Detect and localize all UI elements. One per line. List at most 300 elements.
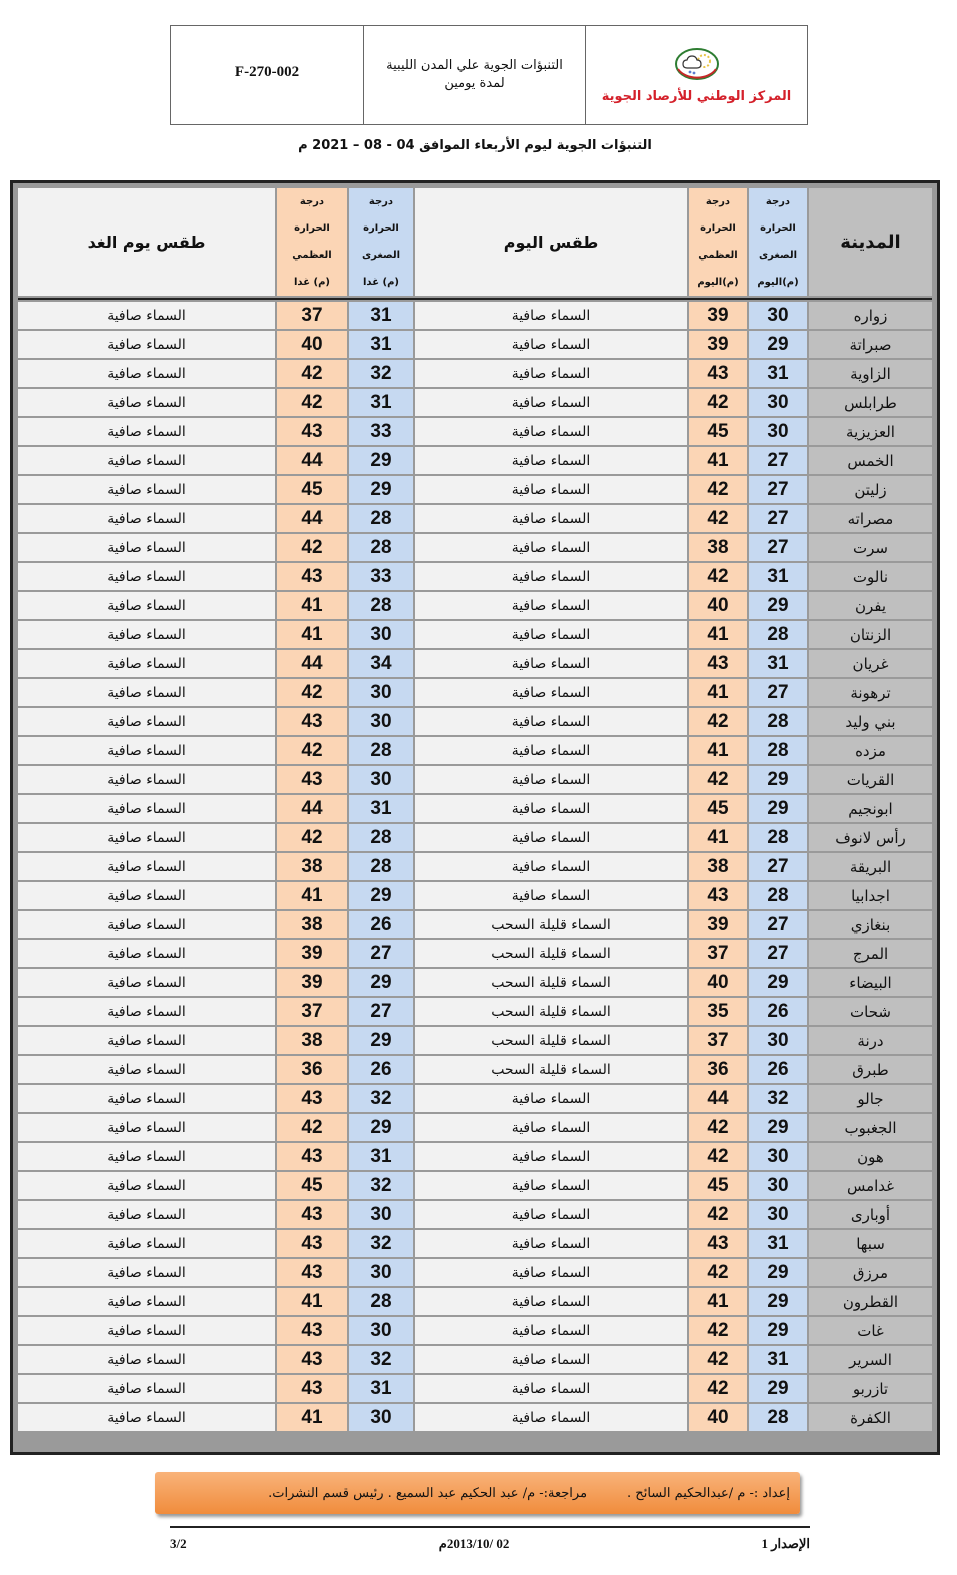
cell-max-tom: 39 xyxy=(277,940,347,967)
cell-max-tom: 36 xyxy=(277,1056,347,1083)
table-row xyxy=(18,969,932,996)
col-weather-tomorrow: طقس يوم الغد xyxy=(18,188,275,296)
prepared-by: إعداد :- م /عبدالحكيم السائح . xyxy=(627,1485,790,1501)
cell-city: بني وليد xyxy=(809,708,932,735)
cell-wx-today: السماء صافية xyxy=(415,1230,687,1257)
cell-max-tom: 41 xyxy=(277,882,347,909)
cell-wx-tom: السماء صافية xyxy=(18,969,275,996)
cell-max-tom: 41 xyxy=(277,1404,347,1431)
cell-wx-tom: السماء صافية xyxy=(18,1346,275,1373)
cell-min-tom: 32 xyxy=(349,1172,413,1199)
title-line-1: التنبؤات الجوية علي المدن الليبية xyxy=(386,58,563,73)
cell-wx-tom: السماء صافية xyxy=(18,331,275,358)
header-divider xyxy=(18,298,932,300)
col-min-tomorrow: درجة الحرارة الصغرى (م) غدا xyxy=(349,188,413,296)
cell-max-today: 41 xyxy=(689,447,747,474)
cell-wx-tom: السماء صافية xyxy=(18,447,275,474)
table-row xyxy=(18,1346,932,1373)
col-max-tomorrow: درجة الحرارة العظمي (م) غدا xyxy=(277,188,347,296)
cell-wx-today: السماء صافية xyxy=(415,302,687,329)
cell-max-today: 42 xyxy=(689,1375,747,1402)
cell-wx-today: السماء قليلة السحب xyxy=(415,1027,687,1054)
cell-city: البريقة xyxy=(809,853,932,880)
cell-wx-today: السماء صافية xyxy=(415,1114,687,1141)
cell-min-today: 27 xyxy=(749,853,807,880)
cell-city: صبراتة xyxy=(809,331,932,358)
cell-wx-today: السماء صافية xyxy=(415,592,687,619)
cell-min-today: 29 xyxy=(749,1317,807,1344)
cell-min-tom: 28 xyxy=(349,737,413,764)
cell-wx-tom: السماء صافية xyxy=(18,911,275,938)
cell-wx-tom: السماء صافية xyxy=(18,1375,275,1402)
cell-wx-tom: السماء صافية xyxy=(18,1114,275,1141)
cell-city: الجغبوب xyxy=(809,1114,932,1141)
cell-wx-tom: السماء صافية xyxy=(18,1230,275,1257)
cell-wx-today: السماء صافية xyxy=(415,563,687,590)
credits-bar xyxy=(155,1472,800,1514)
cell-max-today: 42 xyxy=(689,505,747,532)
cell-max-today: 38 xyxy=(689,853,747,880)
org-cell xyxy=(585,26,807,124)
table-row xyxy=(18,650,932,677)
cell-city: ترهونة xyxy=(809,679,932,706)
cell-min-tom: 29 xyxy=(349,882,413,909)
cell-wx-today: السماء صافية xyxy=(415,737,687,764)
cell-max-tom: 43 xyxy=(277,1201,347,1228)
cell-max-today: 41 xyxy=(689,621,747,648)
forecast-table-frame xyxy=(10,180,940,1455)
cell-max-today: 45 xyxy=(689,1172,747,1199)
table-row xyxy=(18,882,932,909)
cell-wx-today: السماء صافية xyxy=(415,360,687,387)
cell-wx-tom: السماء صافية xyxy=(18,708,275,735)
cell-max-tom: 38 xyxy=(277,853,347,880)
page-number: 3/2 xyxy=(170,1536,187,1551)
cell-wx-tom: السماء صافية xyxy=(18,679,275,706)
cell-max-tom: 43 xyxy=(277,1317,347,1344)
footer-meta xyxy=(170,1536,810,1552)
cell-city: البيضاء xyxy=(809,969,932,996)
table-row xyxy=(18,911,932,938)
cell-min-today: 26 xyxy=(749,998,807,1025)
cell-max-tom: 42 xyxy=(277,389,347,416)
cell-wx-tom: السماء صافية xyxy=(18,1404,275,1431)
cell-wx-today: السماء صافية xyxy=(415,447,687,474)
table-row xyxy=(18,1375,932,1402)
cell-min-tom: 28 xyxy=(349,534,413,561)
cell-min-tom: 29 xyxy=(349,1114,413,1141)
cell-min-tom: 32 xyxy=(349,1230,413,1257)
cell-city: اجدابيا xyxy=(809,882,932,909)
cell-city: ابونجيم xyxy=(809,795,932,822)
cell-wx-today: السماء صافية xyxy=(415,621,687,648)
cell-max-today: 42 xyxy=(689,476,747,503)
cell-max-tom: 39 xyxy=(277,969,347,996)
cell-city: مصراته xyxy=(809,505,932,532)
cell-max-tom: 41 xyxy=(277,621,347,648)
cell-city: غريان xyxy=(809,650,932,677)
cell-max-tom: 37 xyxy=(277,998,347,1025)
cell-city: درنة xyxy=(809,1027,932,1054)
cell-min-today: 28 xyxy=(749,1404,807,1431)
cell-max-tom: 43 xyxy=(277,1143,347,1170)
cell-wx-today: السماء صافية xyxy=(415,1375,687,1402)
cell-max-today: 38 xyxy=(689,534,747,561)
table-row xyxy=(18,389,932,416)
cell-wx-today: السماء قليلة السحب xyxy=(415,1056,687,1083)
cell-wx-today: السماء صافية xyxy=(415,882,687,909)
header-row xyxy=(18,188,932,296)
cell-city: الخمس xyxy=(809,447,932,474)
table-row xyxy=(18,1027,932,1054)
cell-max-today: 42 xyxy=(689,1114,747,1141)
cell-max-tom: 37 xyxy=(277,302,347,329)
cell-min-tom: 32 xyxy=(349,1085,413,1112)
cell-max-tom: 44 xyxy=(277,795,347,822)
cell-wx-today: السماء صافية xyxy=(415,534,687,561)
cell-min-tom: 30 xyxy=(349,708,413,735)
cell-min-today: 29 xyxy=(749,969,807,996)
cell-min-today: 30 xyxy=(749,1143,807,1170)
cell-min-today: 27 xyxy=(749,447,807,474)
cell-max-today: 37 xyxy=(689,940,747,967)
cell-wx-tom: السماء صافية xyxy=(18,505,275,532)
cell-min-tom: 29 xyxy=(349,969,413,996)
cell-max-tom: 43 xyxy=(277,766,347,793)
cell-wx-tom: السماء صافية xyxy=(18,998,275,1025)
cell-min-tom: 28 xyxy=(349,1288,413,1315)
cell-wx-tom: السماء صافية xyxy=(18,1201,275,1228)
table-row xyxy=(18,534,932,561)
table-row xyxy=(18,1259,932,1286)
cell-max-today: 42 xyxy=(689,1143,747,1170)
cell-max-tom: 43 xyxy=(277,708,347,735)
cell-wx-today: السماء صافية xyxy=(415,679,687,706)
title-line-2: لمدة يومين xyxy=(444,76,505,91)
cell-city: طرابلس xyxy=(809,389,932,416)
cell-wx-today: السماء صافية xyxy=(415,1317,687,1344)
cell-city: طبرق xyxy=(809,1056,932,1083)
cell-min-today: 31 xyxy=(749,360,807,387)
table-row xyxy=(18,679,932,706)
cell-max-tom: 43 xyxy=(277,1230,347,1257)
cell-wx-tom: السماء صافية xyxy=(18,302,275,329)
cell-min-tom: 29 xyxy=(349,447,413,474)
cell-min-tom: 32 xyxy=(349,360,413,387)
cell-max-today: 43 xyxy=(689,882,747,909)
cell-min-today: 31 xyxy=(749,1346,807,1373)
cell-max-today: 39 xyxy=(689,911,747,938)
cell-wx-today: السماء صافية xyxy=(415,1288,687,1315)
org-name: المركز الوطني للأرصاد الجوية xyxy=(601,88,792,104)
cell-city: سبها xyxy=(809,1230,932,1257)
forecast-table xyxy=(16,186,934,1433)
cell-wx-today: السماء قليلة السحب xyxy=(415,998,687,1025)
cell-min-today: 29 xyxy=(749,1114,807,1141)
cell-min-tom: 31 xyxy=(349,302,413,329)
table-row xyxy=(18,1172,932,1199)
cell-max-tom: 42 xyxy=(277,360,347,387)
cell-wx-tom: السماء صافية xyxy=(18,853,275,880)
cell-city: غات xyxy=(809,1317,932,1344)
cell-wx-today: السماء صافية xyxy=(415,505,687,532)
col-min-today: درجة الحرارة الصغرى (م)اليوم xyxy=(749,188,807,296)
cell-min-tom: 27 xyxy=(349,998,413,1025)
form-code: F-270-002 xyxy=(234,64,300,80)
cell-wx-today: السماء صافية xyxy=(415,1346,687,1373)
cell-wx-today: السماء صافية xyxy=(415,418,687,445)
cell-min-tom: 30 xyxy=(349,1201,413,1228)
cell-max-tom: 45 xyxy=(277,1172,347,1199)
cell-max-today: 42 xyxy=(689,1317,747,1344)
table-row xyxy=(18,766,932,793)
cell-max-tom: 44 xyxy=(277,650,347,677)
cell-min-today: 29 xyxy=(749,592,807,619)
version: الإصدار 1 xyxy=(761,1536,810,1551)
cell-max-today: 39 xyxy=(689,302,747,329)
cell-max-today: 43 xyxy=(689,1230,747,1257)
cell-min-today: 28 xyxy=(749,882,807,909)
cell-max-today: 45 xyxy=(689,418,747,445)
cell-min-tom: 29 xyxy=(349,476,413,503)
cell-max-tom: 44 xyxy=(277,447,347,474)
cell-min-today: 30 xyxy=(749,1027,807,1054)
cell-wx-tom: السماء صافية xyxy=(18,476,275,503)
cell-wx-tom: السماء صافية xyxy=(18,1027,275,1054)
cell-wx-tom: السماء صافية xyxy=(18,592,275,619)
table-row xyxy=(18,1404,932,1431)
cell-max-tom: 42 xyxy=(277,737,347,764)
cell-min-today: 29 xyxy=(749,1259,807,1286)
cell-max-today: 40 xyxy=(689,969,747,996)
forecast-date-title: التنبؤات الجوية ليوم الأربعاء الموافق 04 - 08 – 2021 م xyxy=(298,138,652,153)
cell-wx-today: السماء صافية xyxy=(415,1404,687,1431)
col-city: المدينة xyxy=(809,188,932,296)
table-row xyxy=(18,1114,932,1141)
cell-max-tom: 43 xyxy=(277,418,347,445)
cell-wx-tom: السماء صافية xyxy=(18,882,275,909)
cell-wx-today: السماء صافية xyxy=(415,1143,687,1170)
cell-max-tom: 38 xyxy=(277,1027,347,1054)
cell-wx-today: السماء قليلة السحب xyxy=(415,911,687,938)
cell-city: سرت xyxy=(809,534,932,561)
cell-city: المرج xyxy=(809,940,932,967)
cell-max-tom: 42 xyxy=(277,534,347,561)
table-row xyxy=(18,1230,932,1257)
cell-city: القطرون xyxy=(809,1288,932,1315)
cell-city: الزنتان xyxy=(809,621,932,648)
cell-min-today: 29 xyxy=(749,795,807,822)
cell-max-tom: 43 xyxy=(277,1259,347,1286)
cell-max-tom: 42 xyxy=(277,824,347,851)
cell-min-tom: 30 xyxy=(349,679,413,706)
cell-min-today: 31 xyxy=(749,563,807,590)
table-row xyxy=(18,1201,932,1228)
cell-wx-tom: السماء صافية xyxy=(18,563,275,590)
cell-city: جالو xyxy=(809,1085,932,1112)
table-row xyxy=(18,592,932,619)
cell-max-today: 37 xyxy=(689,1027,747,1054)
cell-max-today: 36 xyxy=(689,1056,747,1083)
cell-min-today: 26 xyxy=(749,1056,807,1083)
document-header xyxy=(170,25,808,125)
cell-max-tom: 41 xyxy=(277,1288,347,1315)
cell-min-tom: 30 xyxy=(349,621,413,648)
cell-wx-tom: السماء صافية xyxy=(18,1172,275,1199)
cell-max-today: 43 xyxy=(689,650,747,677)
cell-max-tom: 43 xyxy=(277,1375,347,1402)
cell-min-tom: 27 xyxy=(349,940,413,967)
cell-min-tom: 28 xyxy=(349,592,413,619)
cell-wx-today: السماء صافية xyxy=(415,824,687,851)
cell-max-tom: 40 xyxy=(277,331,347,358)
cell-min-today: 27 xyxy=(749,534,807,561)
cell-max-tom: 42 xyxy=(277,1114,347,1141)
cell-max-tom: 44 xyxy=(277,505,347,532)
cell-min-today: 30 xyxy=(749,302,807,329)
cell-wx-tom: السماء صافية xyxy=(18,766,275,793)
cell-min-tom: 28 xyxy=(349,824,413,851)
cloud-sun-logo-icon xyxy=(674,47,720,81)
cell-max-today: 43 xyxy=(689,360,747,387)
cell-max-today: 41 xyxy=(689,737,747,764)
cell-city: الزاوية xyxy=(809,360,932,387)
col-max-today: درجة الحرارة العظمي (م)اليوم xyxy=(689,188,747,296)
cell-min-tom: 26 xyxy=(349,1056,413,1083)
reviewed-by: مراجعة:- م/ عبد الحكيم عبد السميع . رئيس قسم النشرات. xyxy=(268,1485,588,1501)
cell-min-tom: 30 xyxy=(349,1317,413,1344)
cell-min-today: 30 xyxy=(749,1201,807,1228)
document-title xyxy=(363,26,585,124)
cell-min-tom: 31 xyxy=(349,795,413,822)
cell-wx-tom: السماء صافية xyxy=(18,737,275,764)
cell-city: رأس لانوف xyxy=(809,824,932,851)
table-row xyxy=(18,708,932,735)
cell-wx-today: السماء صافية xyxy=(415,650,687,677)
cell-min-today: 30 xyxy=(749,1172,807,1199)
cell-max-tom: 41 xyxy=(277,592,347,619)
cell-max-today: 41 xyxy=(689,1288,747,1315)
cell-wx-tom: السماء صافية xyxy=(18,824,275,851)
table-row xyxy=(18,360,932,387)
cell-wx-tom: السماء صافية xyxy=(18,940,275,967)
cell-city: مزده xyxy=(809,737,932,764)
cell-wx-today: السماء صافية xyxy=(415,1259,687,1286)
table-row xyxy=(18,1288,932,1315)
cell-min-tom: 30 xyxy=(349,766,413,793)
table-row xyxy=(18,1317,932,1344)
table-row xyxy=(18,1056,932,1083)
cell-min-today: 29 xyxy=(749,1288,807,1315)
cell-wx-tom: السماء صافية xyxy=(18,1056,275,1083)
cell-wx-tom: السماء صافية xyxy=(18,650,275,677)
cell-wx-today: السماء قليلة السحب xyxy=(415,940,687,967)
cell-max-tom: 38 xyxy=(277,911,347,938)
cell-min-today: 28 xyxy=(749,824,807,851)
cell-max-today: 41 xyxy=(689,824,747,851)
cell-max-today: 42 xyxy=(689,563,747,590)
cell-wx-today: السماء صافية xyxy=(415,389,687,416)
cell-min-today: 29 xyxy=(749,331,807,358)
col-weather-today: طقس اليوم xyxy=(415,188,687,296)
cell-wx-today: السماء صافية xyxy=(415,795,687,822)
cell-wx-today: السماء صافية xyxy=(415,1201,687,1228)
cell-wx-today: السماء صافية xyxy=(415,1172,687,1199)
cell-max-today: 40 xyxy=(689,1404,747,1431)
cell-wx-tom: السماء صافية xyxy=(18,795,275,822)
cell-min-today: 27 xyxy=(749,679,807,706)
cell-city: مرزق xyxy=(809,1259,932,1286)
cell-min-today: 27 xyxy=(749,476,807,503)
cell-wx-tom: السماء صافية xyxy=(18,1143,275,1170)
cell-city: نالوت xyxy=(809,563,932,590)
table-row xyxy=(18,853,932,880)
table-row xyxy=(18,505,932,532)
cell-city: شحات xyxy=(809,998,932,1025)
cell-wx-today: السماء صافية xyxy=(415,476,687,503)
table-row xyxy=(18,418,932,445)
table-row xyxy=(18,563,932,590)
cell-city: زواره xyxy=(809,302,932,329)
cell-city: غدامس xyxy=(809,1172,932,1199)
cell-min-tom: 29 xyxy=(349,1027,413,1054)
cell-wx-today: السماء قليلة السحب xyxy=(415,969,687,996)
cell-min-tom: 33 xyxy=(349,563,413,590)
forecast-rows xyxy=(18,302,932,1431)
cell-max-tom: 43 xyxy=(277,1085,347,1112)
cell-wx-tom: السماء صافية xyxy=(18,1288,275,1315)
cell-city: القريات xyxy=(809,766,932,793)
cell-wx-tom: السماء صافية xyxy=(18,1085,275,1112)
cell-min-today: 31 xyxy=(749,1230,807,1257)
table-row xyxy=(18,824,932,851)
table-row xyxy=(18,1085,932,1112)
table-row xyxy=(18,302,932,329)
table-row xyxy=(18,737,932,764)
cell-max-today: 45 xyxy=(689,795,747,822)
cell-city: الكفرة xyxy=(809,1404,932,1431)
table-row xyxy=(18,940,932,967)
table-row xyxy=(18,1143,932,1170)
cell-min-tom: 28 xyxy=(349,853,413,880)
table-row xyxy=(18,447,932,474)
cell-max-today: 42 xyxy=(689,766,747,793)
table-row xyxy=(18,621,932,648)
cell-min-tom: 31 xyxy=(349,389,413,416)
table-row xyxy=(18,998,932,1025)
cell-min-tom: 32 xyxy=(349,1346,413,1373)
cell-min-tom: 28 xyxy=(349,505,413,532)
cell-wx-tom: السماء صافية xyxy=(18,418,275,445)
cell-min-today: 28 xyxy=(749,621,807,648)
cell-min-today: 31 xyxy=(749,650,807,677)
table-row xyxy=(18,795,932,822)
cell-max-today: 42 xyxy=(689,708,747,735)
cell-max-today: 39 xyxy=(689,331,747,358)
cell-min-tom: 31 xyxy=(349,1375,413,1402)
table-row xyxy=(18,476,932,503)
table-row xyxy=(18,331,932,358)
cell-wx-tom: السماء صافية xyxy=(18,1259,275,1286)
cell-min-today: 27 xyxy=(749,505,807,532)
cell-max-today: 42 xyxy=(689,1259,747,1286)
cell-max-today: 42 xyxy=(689,1346,747,1373)
cell-wx-tom: السماء صافية xyxy=(18,534,275,561)
cell-city: تازربو xyxy=(809,1375,932,1402)
cell-city: السرير xyxy=(809,1346,932,1373)
cell-min-today: 30 xyxy=(749,418,807,445)
cell-city: زليتن xyxy=(809,476,932,503)
